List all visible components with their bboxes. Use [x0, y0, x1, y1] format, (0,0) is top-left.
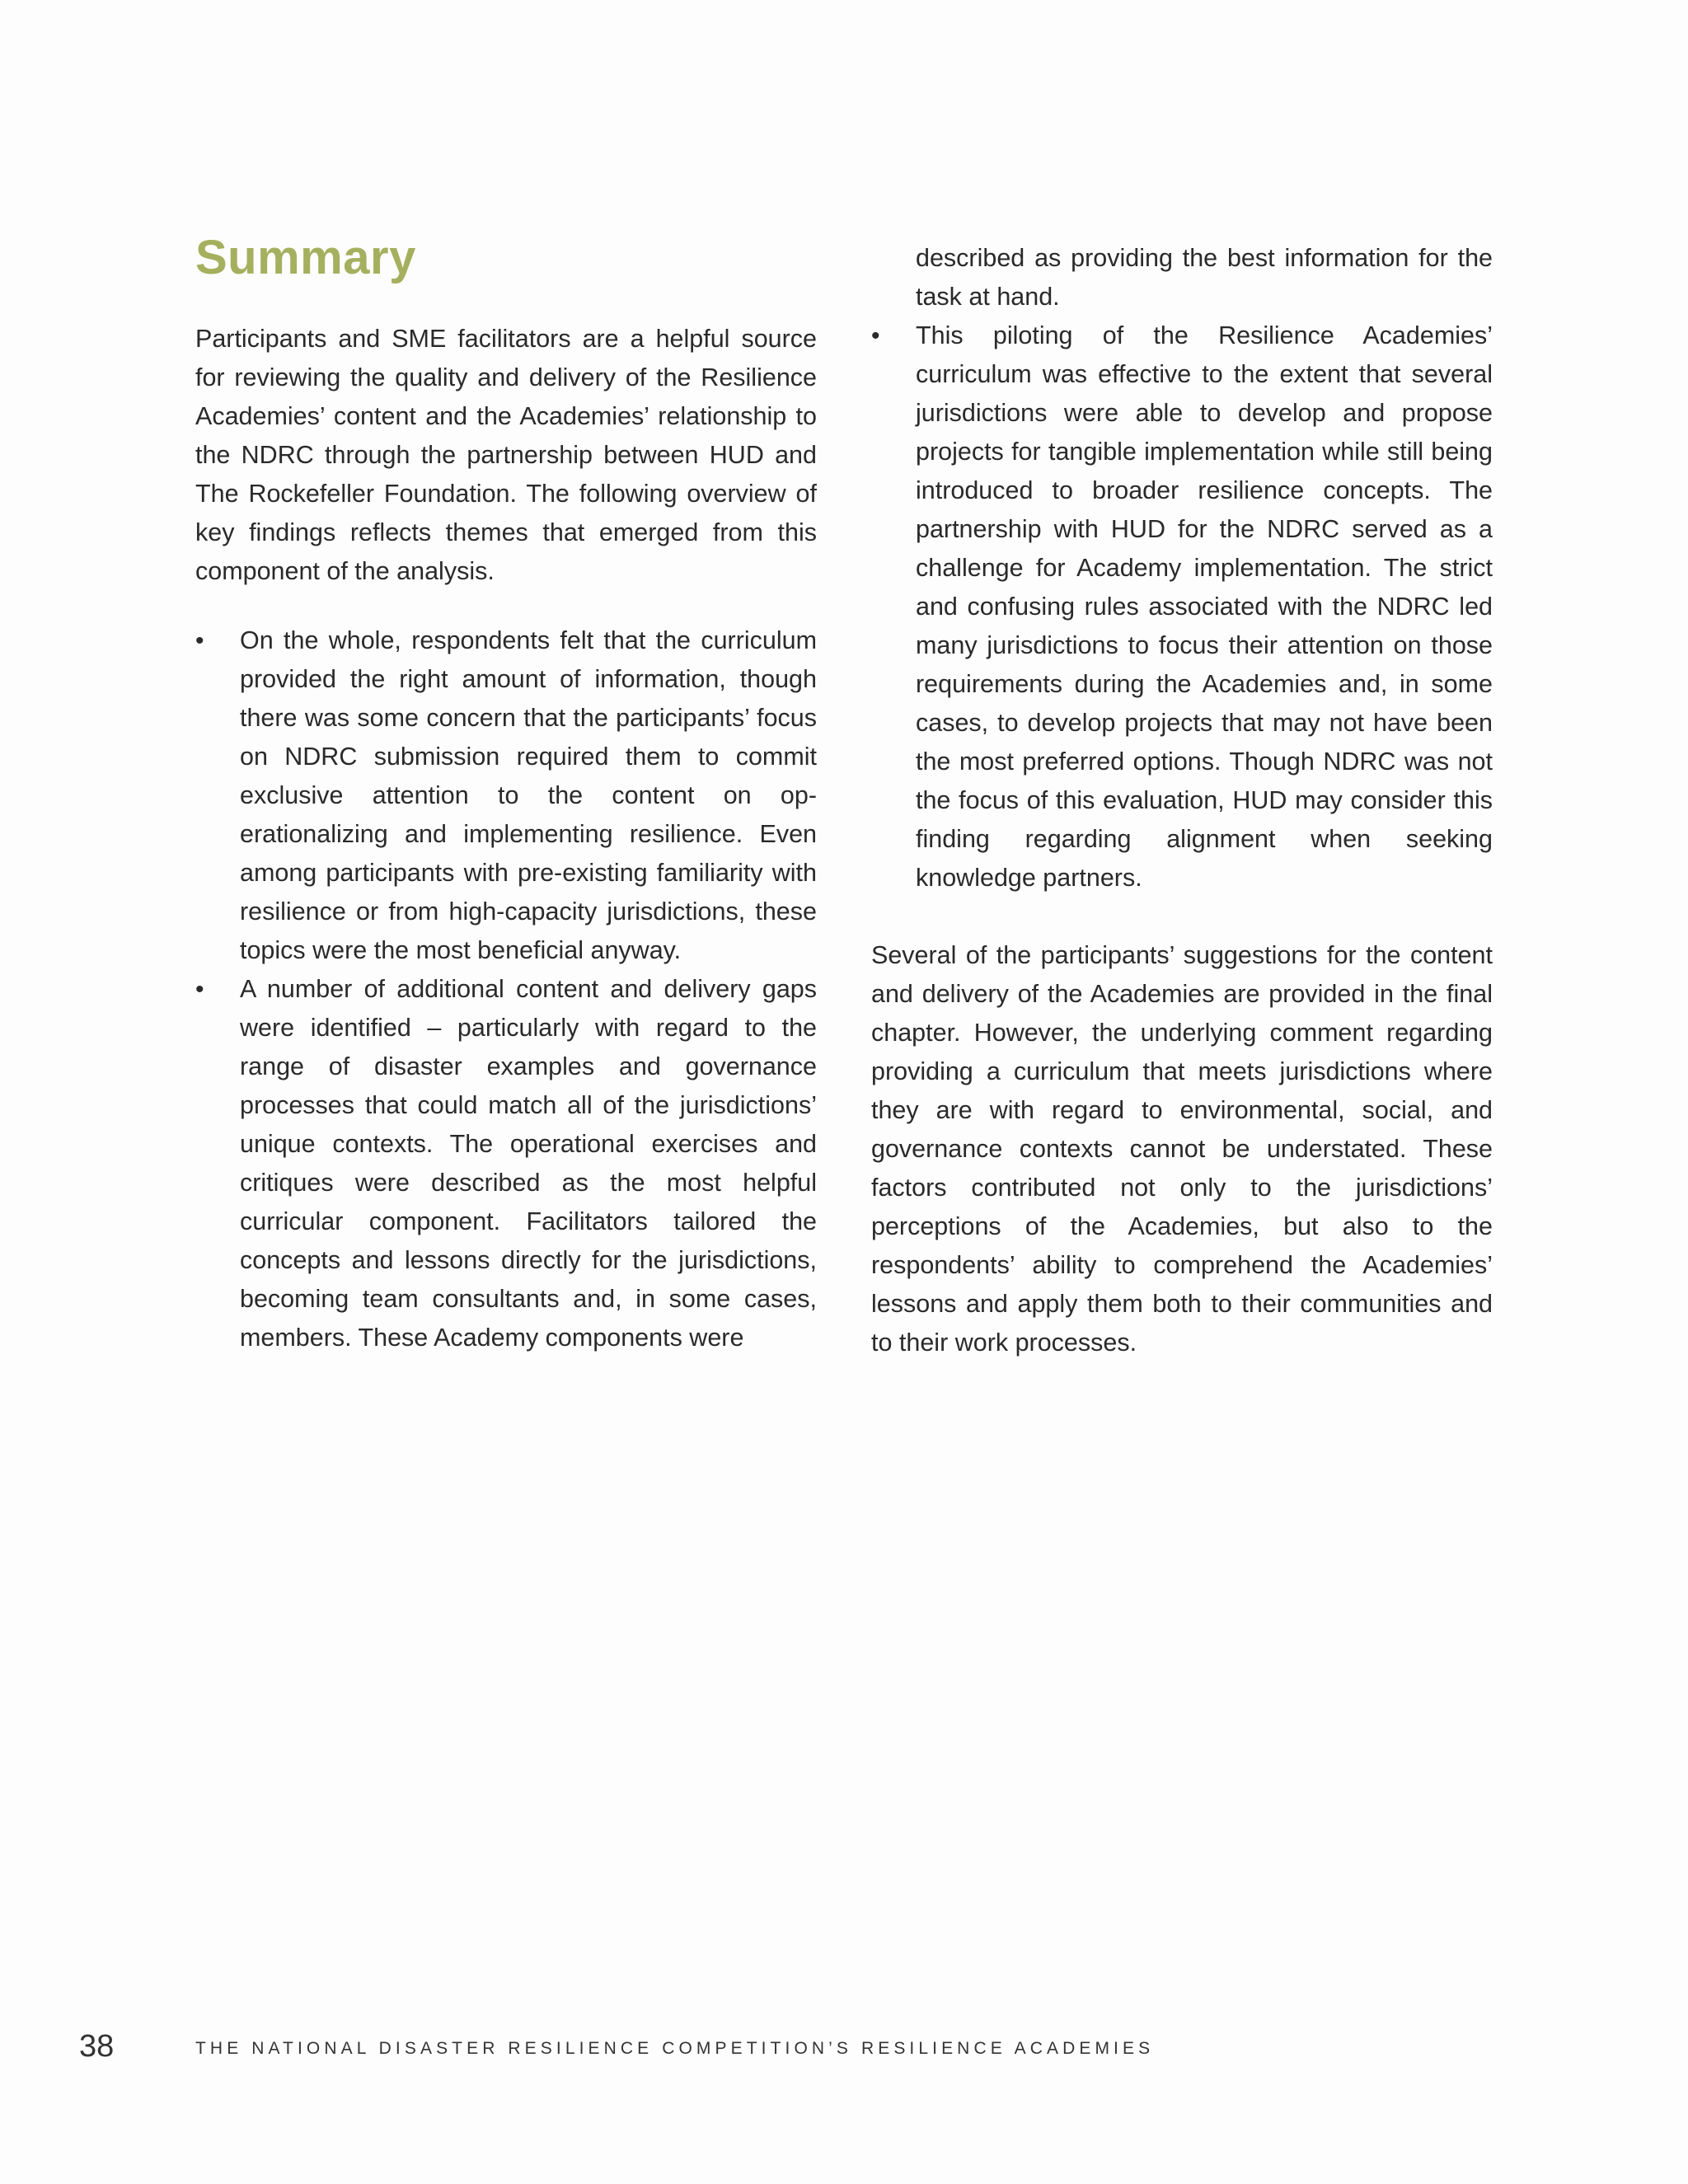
section-heading: Summary: [195, 231, 416, 284]
intro-paragraph: Participants and SME facilitators are a helpful source for reviewing the quality and delivery of the Resilience Academies’ content and the Academies’ relationship to the NDRC through the partnership between HUD and The Rockefeller Foundation. The following overview of key findings reflects themes that emerged from this component of the analysis.: [195, 325, 817, 585]
running-title: THE NATIONAL DISASTER RESILIENCE COMPETITION’S RESILIENCE ACADEMIES: [195, 2039, 1155, 2058]
findings-list-continued: [871, 316, 1493, 898]
page-number: 38: [79, 2029, 115, 2064]
list-item: [195, 621, 817, 970]
right-column: [871, 239, 1493, 1362]
closing-paragraph: Several of the participants’ suggestions for the content and delivery of the Academies are provided in the final chapter. However, the underlying comment regarding providing a curriculum that meets jurisdictions where they are with regard to environmental, social, and governance contexts cannot be understated. These factors contributed not only to the jurisdictions’ perceptions of the Academies, but also to the respondents’ ability to comprehend the Academies’ lessons and apply them both to their communities and to their work processes.: [871, 941, 1493, 1357]
bullet-text: On the whole, respondents felt that the curriculum provided the right amount of information, though there was some concern that the participants’ focus on NDRC submission required them to commit exclusive attention to the content on op-erationalizing and implementing resilience. Even among participants with pre-existing familiarity with resilience or from high-capacity jurisdictions, these topics were the most beneficial anyway.: [240, 626, 817, 964]
list-item: [195, 970, 817, 1357]
bullet-icon: •: [195, 976, 204, 1003]
list-item: [871, 316, 1493, 898]
left-column: [195, 320, 817, 1357]
bullet-continuation: described as providing the best information for the task at hand.: [916, 244, 1493, 311]
findings-list: [195, 621, 817, 1357]
bullet-text: A number of additional content and delivery gaps were identified – particularly with regard to the range of disaster examples and governance processes that could match all of the jurisdictions’ unique contexts. The operational exercises and critiques were described as the most helpful curricular component. Facilitators tailored the concepts and lessons directly for the jurisdictions, becoming team consultants and, in some cases, members. These Academy components were: [240, 975, 817, 1352]
bullet-icon: •: [195, 627, 204, 654]
bullet-text: This piloting of the Resilience Academies’ curriculum was effective to the extent that several jurisdictions were able to develop and propose projects for tangible implementation while still being introduced to broader resilience concepts. The partnership with HUD for the NDRC served as a challenge for Academy implementation. The strict and confusing rules associated with the NDRC led many jurisdictions to focus their attention on those requirements during the Academies and, in some cases, to develop projects that may not have been the most preferred options. Though NDRC was not the focus of this evaluation, HUD may consider this finding regarding alignment when seeking knowledge partners.: [916, 321, 1493, 892]
bullet-icon: •: [871, 322, 880, 349]
